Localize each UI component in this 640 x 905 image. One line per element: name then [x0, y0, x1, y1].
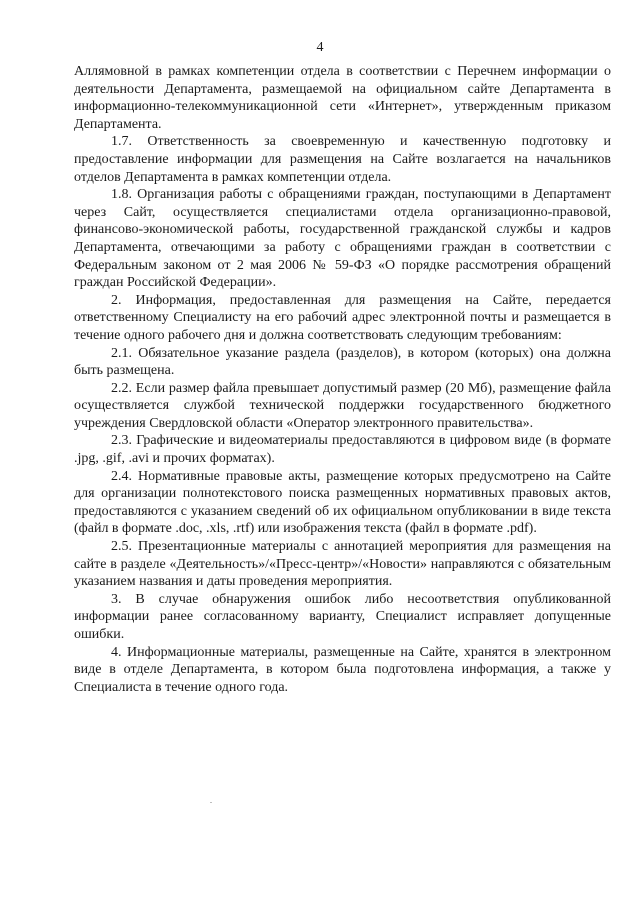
- paragraph-1-7: 1.7. Ответственность за своевременную и качественную подготовку и предоставление информации для размещения на Сайте возлагается на начальников отделов Департамента в рамках компетенции отдела.: [74, 134, 611, 185]
- page-number: 4: [316, 40, 324, 55]
- paragraph-2-2: 2.2. Если размер файла превышает допустимый размер (20 Мб), размещение файла осуществляется службой технической поддержки государственного бюджетного учреждения Свердловской области «Оператор электронного правительства».: [74, 380, 611, 431]
- paragraph-4: 4. Информационные материалы, размещенные на Сайте, хранятся в электронном виде в отделе Департамента, в котором была подготовлена информация, а также у Специалиста в течение одного года.: [74, 644, 611, 695]
- scan-speck: .: [210, 796, 212, 805]
- document-body: [74, 63, 611, 696]
- paragraph-1-8: 1.8. Организация работы с обращениями граждан, поступающими в Департамент через Сайт, осуществляется специалистами отдела организационно-правовой, финансово-экономической работы, государственной гражданской службы и кадров Департамента, отвечающими за работу с обращениями граждан в соответствии с Федеральным законом от 2 мая 2006 № 59-ФЗ «О порядке рассмотрения обращений граждан Российской Федерации».: [74, 187, 611, 291]
- paragraph-2-1: 2.1. Обязательное указание раздела (разделов), в котором (которых) она должна быть размещена.: [74, 345, 611, 379]
- paragraph-3: 3. В случае обнаружения ошибок либо несоответствия опубликованной информации ранее согласованному варианту, Специалист исправляет допущенные ошибки.: [74, 591, 611, 642]
- paragraph-2-4: 2.4. Нормативные правовые акты, размещение которых предусмотрено на Сайте для организации полнотекстового поиска размещенных нормативных правовых актов, предоставляются с указанием сведений об их официальном опубликовании в виде текста (файл в формате .doc, .xls, .rtf) или изображения текста (файл в формате .pdf).: [74, 468, 611, 537]
- paragraph-continuation: Аллямовной в рамках компетенции отдела в соответствии с Перечнем информации о деятельности Департамента, размещаемой на официальном сайте Департамента в информационно-телекоммуникационной сети «Интернет», утвержденным приказом Департамента.: [74, 64, 611, 132]
- paragraph-2-3: 2.3. Графические и видеоматериалы предоставляются в цифровом виде (в формате .jpg, .gif, .avi и прочих форматах).: [74, 433, 611, 467]
- paragraph-2-5: 2.5. Презентационные материалы с аннотацией мероприятия для размещения на сайте в разделе «Деятельность»/«Пресс-центр»/«Новости» направляются с обязательным указанием названия и даты проведения мероприятия.: [74, 539, 611, 590]
- paragraph-2: 2. Информация, предоставленная для размещения на Сайте, передается ответственному Специалисту на его рабочий адрес электронной почты и размещается в течение одного рабочего дня и должна соответствовать следующим требованиям:: [74, 292, 611, 343]
